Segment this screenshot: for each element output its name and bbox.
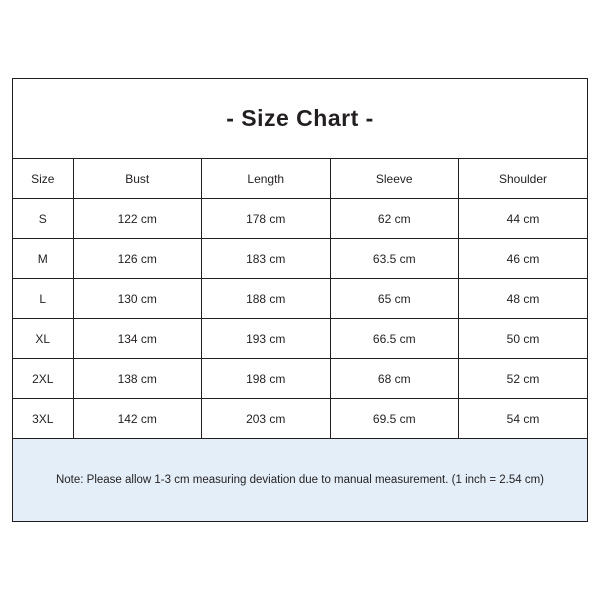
cell-sleeve: 69.5 cm (330, 399, 459, 439)
cell-length: 203 cm (202, 399, 331, 439)
table-row (13, 399, 587, 439)
table-row (13, 359, 587, 399)
cell-bust: 126 cm (73, 239, 202, 279)
cell-shoulder: 48 cm (459, 279, 588, 319)
cell-bust: 134 cm (73, 319, 202, 359)
cell-sleeve: 65 cm (330, 279, 459, 319)
cell-sleeve: 62 cm (330, 199, 459, 239)
table-body (13, 199, 587, 439)
cell-shoulder: 44 cm (459, 199, 588, 239)
cell-length: 198 cm (202, 359, 331, 399)
cell-shoulder: 54 cm (459, 399, 588, 439)
cell-size: 2XL (13, 359, 73, 399)
cell-size: XL (13, 319, 73, 359)
cell-size: L (13, 279, 73, 319)
cell-bust: 130 cm (73, 279, 202, 319)
size-chart-table (13, 159, 587, 439)
column-header-shoulder: Shoulder (459, 159, 588, 199)
cell-shoulder: 52 cm (459, 359, 588, 399)
cell-sleeve: 66.5 cm (330, 319, 459, 359)
table-row (13, 279, 587, 319)
cell-sleeve: 63.5 cm (330, 239, 459, 279)
cell-bust: 138 cm (73, 359, 202, 399)
column-header-sleeve: Sleeve (330, 159, 459, 199)
table-row (13, 239, 587, 279)
table-row (13, 199, 587, 239)
cell-shoulder: 46 cm (459, 239, 588, 279)
table-header (13, 159, 587, 199)
measurement-note-text: Note: Please allow 1-3 cm measuring deviation due to manual measurement. (1 inch = 2.54 cm) (55, 473, 545, 486)
cell-sleeve: 68 cm (330, 359, 459, 399)
table-row (13, 319, 587, 359)
cell-length: 193 cm (202, 319, 331, 359)
cell-length: 178 cm (202, 199, 331, 239)
column-header-size: Size (13, 159, 73, 199)
cell-length: 183 cm (202, 239, 331, 279)
cell-length: 188 cm (202, 279, 331, 319)
table-header-row (13, 159, 587, 199)
cell-size: M (13, 239, 73, 279)
column-header-bust: Bust (73, 159, 202, 199)
size-chart-card (12, 78, 588, 522)
column-header-length: Length (202, 159, 331, 199)
cell-size: 3XL (13, 399, 73, 439)
measurement-note-band (13, 439, 587, 521)
cell-bust: 122 cm (73, 199, 202, 239)
page-title: - Size Chart - (226, 105, 374, 131)
cell-bust: 142 cm (73, 399, 202, 439)
cell-shoulder: 50 cm (459, 319, 588, 359)
cell-size: S (13, 199, 73, 239)
chart-title-band (13, 79, 587, 159)
